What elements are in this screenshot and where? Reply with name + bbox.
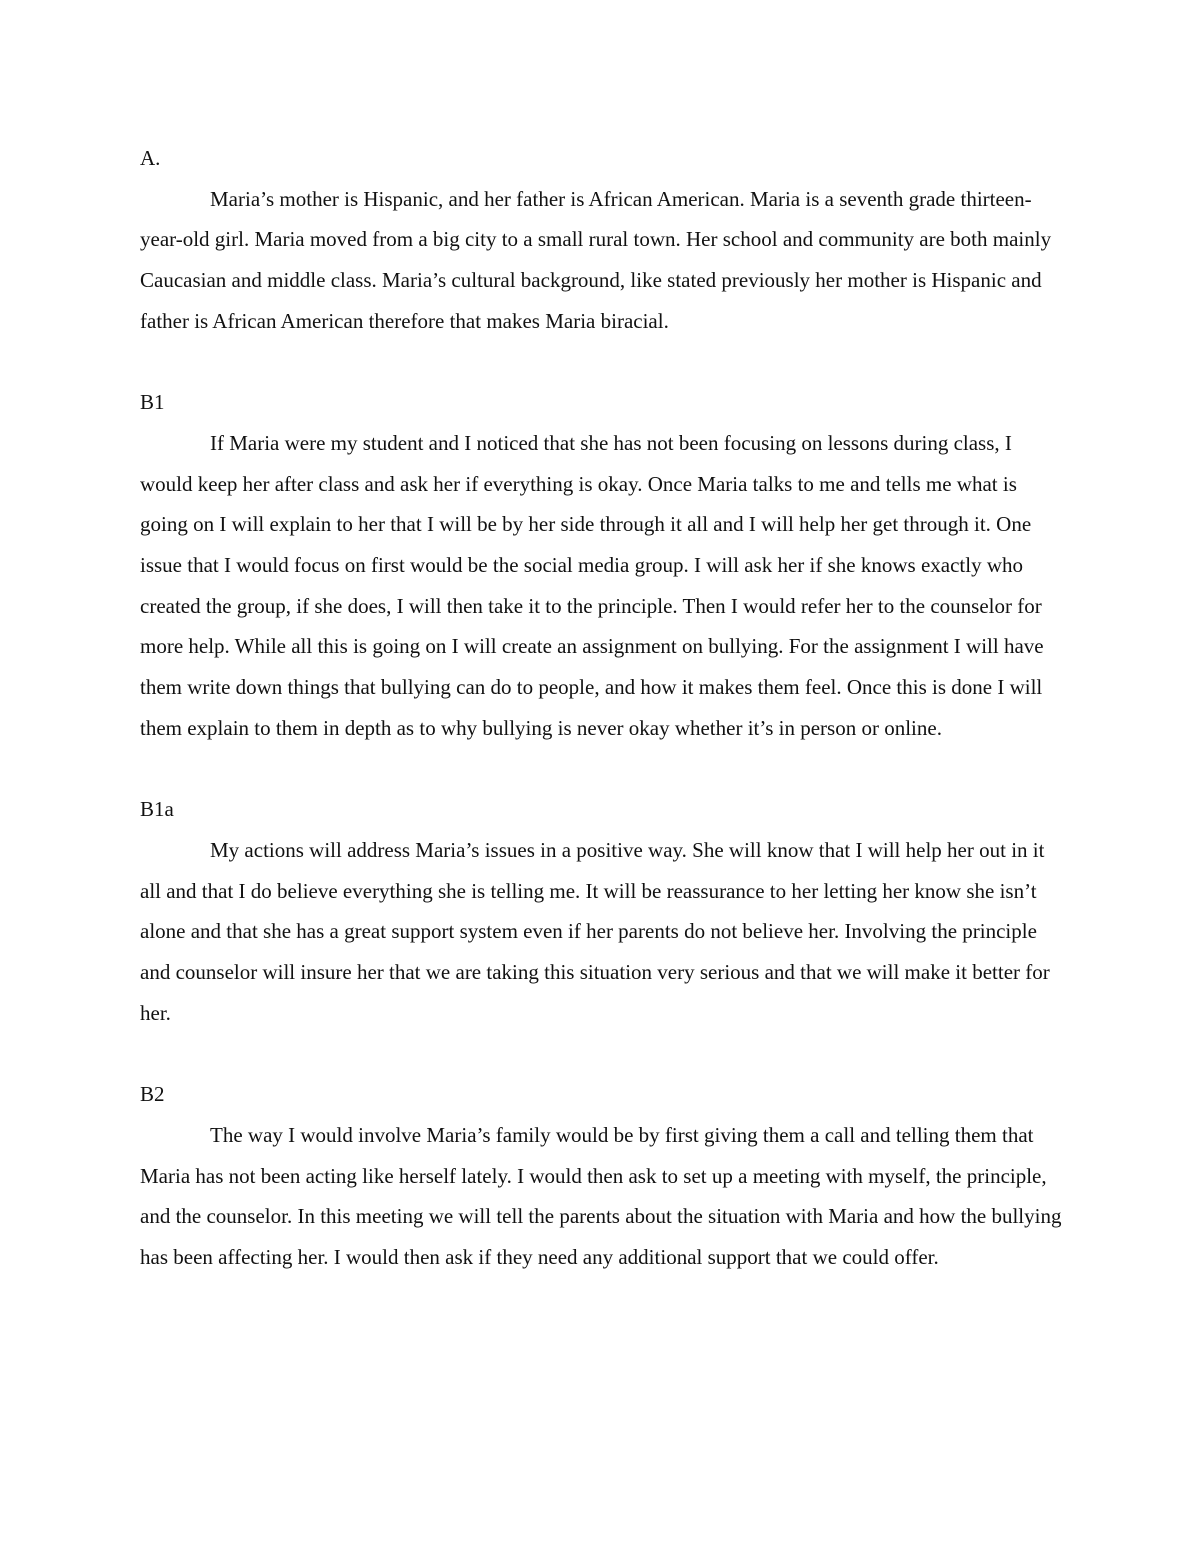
- section-heading: A.: [140, 146, 161, 170]
- section-gap: [140, 1033, 1062, 1074]
- section-paragraph: Maria’s mother is Hispanic, and her father is African American. Maria is a seventh grade thirteen-year-old girl. Maria moved from a big city to a small rural town. Her school and community are both mainly Caucasian and middle class. Maria’s cultural background, like stated previously her mother is Hispanic and father is African American therefore that makes Maria biracial.: [140, 186, 1052, 333]
- section-heading: B1a: [140, 797, 174, 822]
- section-heading: B2: [140, 1082, 165, 1107]
- section-gap: [140, 342, 1062, 383]
- section-b1a: [140, 789, 1062, 1033]
- section-paragraph: If Maria were my student and I noticed that she has not been focusing on lessons during class, I would keep her after class and ask her if everything is okay. Once Maria talks to me and tells me what is going on I will explain to her that I will be by her side through it all and I will help her get through it. One issue that I would focus on first would be the social media group. I will ask her if she knows exactly who created the group, if she does, I will then take it to the principle. Then I would refer her to the counselor for more help. While all this is going on I will create an assignment on bullying. For the assignment I will have them write down things that bullying can do to people, and how it makes them feel. Once this is done I will them explain to them in depth as to why bullying is never okay whether it’s in person or online.: [140, 430, 1044, 740]
- section-a: [140, 138, 1062, 342]
- document-body: [140, 138, 1062, 1278]
- section-heading: B1: [140, 390, 165, 415]
- section-paragraph: My actions will address Maria’s issues in a positive way. She will know that I will help her out in it all and that I do believe everything she is telling me. It will be reassurance to her letting her know she isn’t alone and that she has a great support system even if her parents do not believe her. Involving the principle and counselor will insure her that we are taking this situation very serious and that we will make it better for her.: [140, 837, 1050, 1025]
- section-b1: [140, 382, 1062, 748]
- section-paragraph: The way I would involve Maria’s family would be by first giving them a call and telling them that Maria has not been acting like herself lately. I would then ask to set up a meeting with myself, the principle, and the counselor. In this meeting we will tell the parents about the situation with Maria and how the bullying has been affecting her. I would then ask if they need any additional support that we could offer.: [140, 1122, 1062, 1269]
- section-gap: [140, 749, 1062, 790]
- section-b2: [140, 1074, 1062, 1278]
